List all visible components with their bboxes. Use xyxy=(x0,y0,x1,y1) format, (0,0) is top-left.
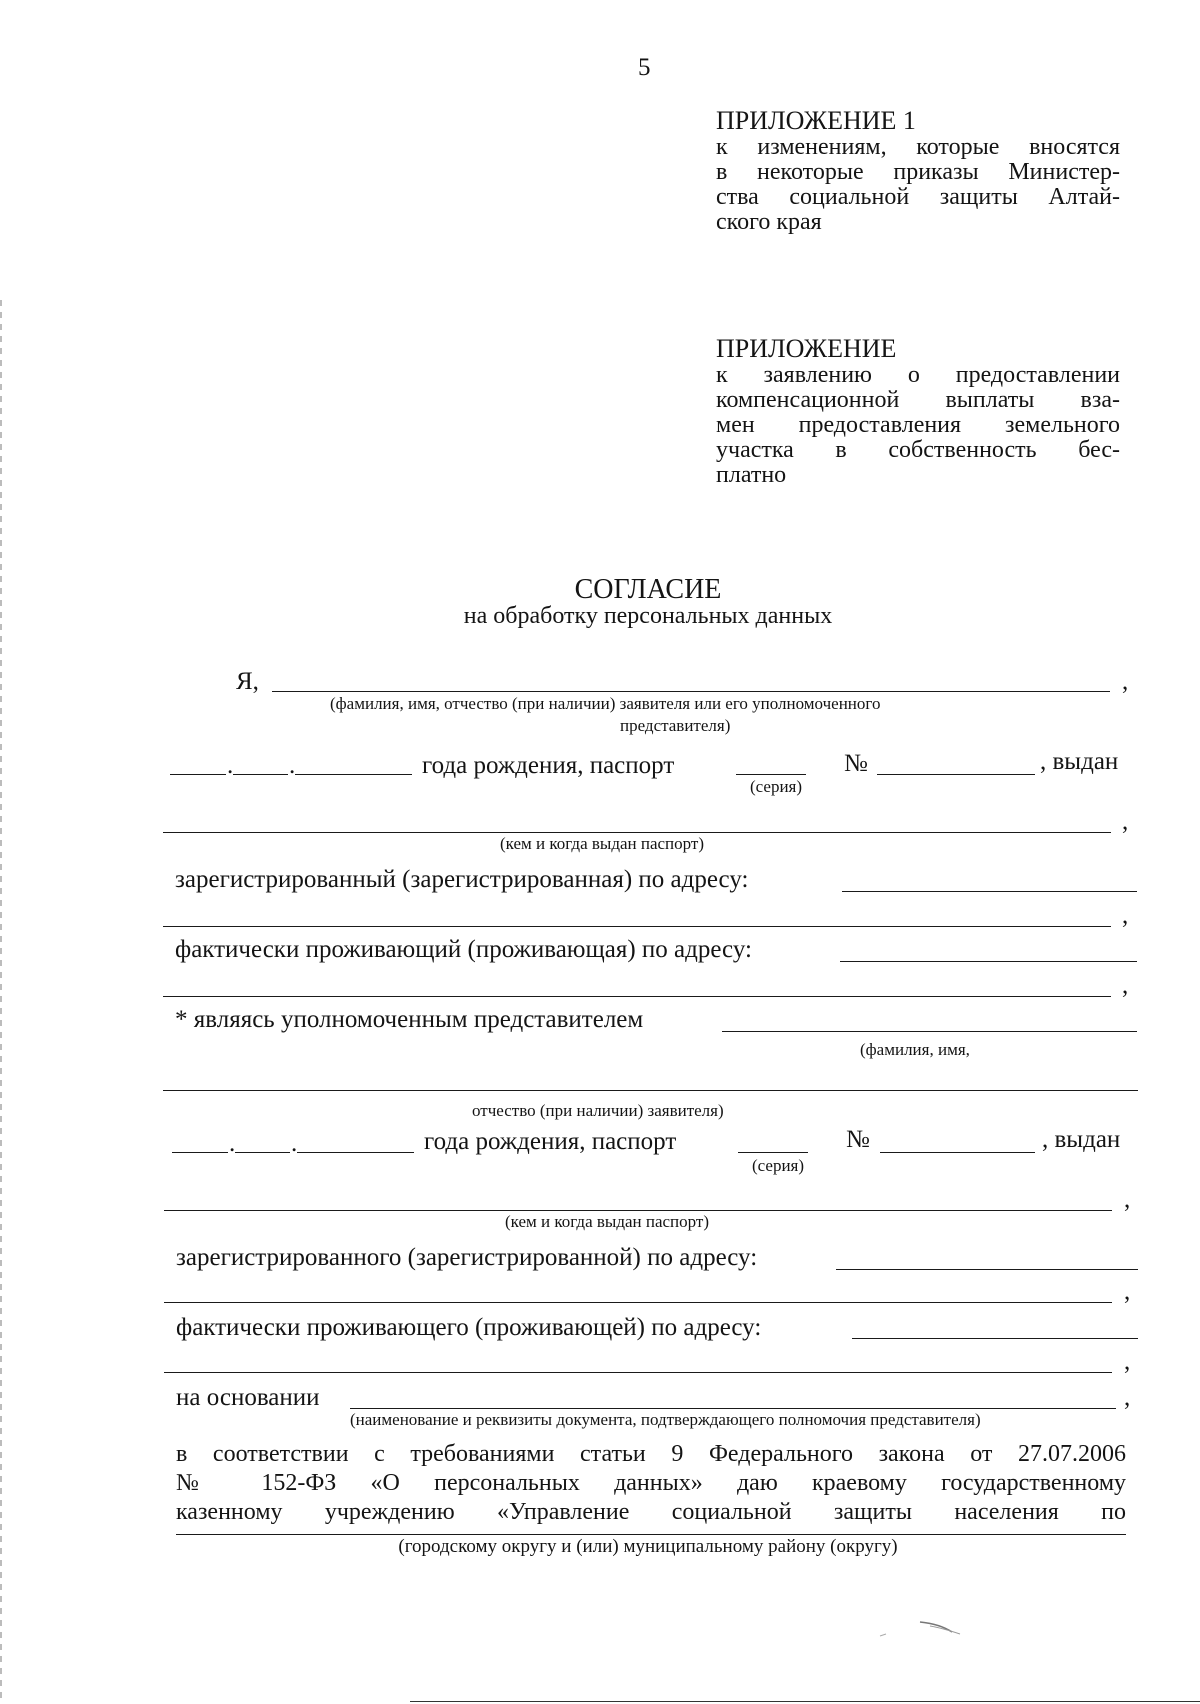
registered-address-field-2[interactable] xyxy=(163,926,1111,927)
basis-document-field[interactable] xyxy=(350,1408,1116,1409)
birth-passport-label-2: года рождения, паспорт xyxy=(424,1128,677,1155)
page-number: 5 xyxy=(638,54,651,81)
residing-address-field-3[interactable] xyxy=(852,1338,1138,1339)
birth-day-field[interactable] xyxy=(170,774,226,775)
issued-label: , выдан xyxy=(1042,1126,1121,1153)
passport-issued-by-field-2[interactable] xyxy=(164,1210,1112,1211)
i-label: Я, xyxy=(236,668,259,695)
appendix-2-line: участка в собственность бес- xyxy=(716,437,1120,463)
hint-fio: отчество (при наличии) заявителя) xyxy=(472,1101,724,1120)
registered-label-2: зарегистрированного (зарегистрированной) по адресу: xyxy=(176,1244,758,1271)
passport-number-field[interactable] xyxy=(877,774,1035,775)
appendix-1-line: к изменениям, которые вносятся xyxy=(716,134,1120,160)
appendix-1-block xyxy=(716,108,1120,235)
appendix-2-block xyxy=(716,336,1120,488)
appendix-2-line: компенсационной выплаты вза- xyxy=(716,387,1120,413)
consent-body xyxy=(176,1440,1126,1527)
hint-issued-by: (кем и когда выдан паспорт) xyxy=(500,834,705,853)
document-title: СОГЛАСИЕ xyxy=(574,574,722,605)
hint-basis: (наименование и реквизиты документа, подтверждающего полномочия представителя) xyxy=(350,1410,981,1429)
date-dot: . xyxy=(227,752,234,779)
residing-address-field-4[interactable] xyxy=(164,1372,1112,1373)
appendix-2-line: к заявлению о предоставлении xyxy=(716,362,1120,388)
registered-address-field-3[interactable] xyxy=(836,1269,1138,1270)
registered-address-field-4[interactable] xyxy=(164,1302,1112,1303)
date-dot: . xyxy=(289,752,296,779)
hint-fio-applicant: представителя) xyxy=(620,716,731,735)
registered-label: зарегистрированный (зарегистрированная) по адресу: xyxy=(175,866,749,893)
birth-month-field[interactable] xyxy=(233,774,288,775)
representative-name-field[interactable] xyxy=(722,1031,1137,1032)
residing-label-2: фактически проживающего (проживающей) по адресу: xyxy=(176,1314,762,1341)
date-dot: . xyxy=(229,1130,236,1157)
passport-series-field-2[interactable] xyxy=(738,1152,808,1153)
appendix-1-heading: ПРИЛОЖЕНИЕ 1 xyxy=(716,106,916,135)
basis-label: на основании xyxy=(176,1384,320,1411)
birth-day-field-2[interactable] xyxy=(172,1152,228,1153)
comma: , xyxy=(1122,902,1129,929)
comma: , xyxy=(1122,972,1129,999)
representative-name-field-2[interactable] xyxy=(163,1090,1138,1091)
birth-passport-label: года рождения, паспорт xyxy=(422,752,675,779)
issued-label: , выдан xyxy=(1040,748,1119,775)
body-line: № 152-ФЗ «О персональных данных» даю краевому государственному xyxy=(176,1470,1126,1496)
hint-fio-applicant: (фамилия, имя, отчество (при наличии) заявителя или его уполномоченного xyxy=(330,694,881,713)
residing-address-field-2[interactable] xyxy=(163,996,1111,997)
passport-issued-by-field[interactable] xyxy=(163,832,1111,833)
comma: , xyxy=(1124,1186,1131,1213)
birth-year-field-2[interactable] xyxy=(297,1152,414,1153)
district-field[interactable] xyxy=(176,1534,1126,1535)
body-line: в соответствии с требованиями статьи 9 Федерального закона от 27.07.2006 xyxy=(176,1441,1126,1467)
passport-number-field-2[interactable] xyxy=(880,1152,1035,1153)
appendix-1-line: в некоторые приказы Министер- xyxy=(716,159,1120,185)
comma: , xyxy=(1122,668,1129,695)
comma: , xyxy=(1122,808,1129,835)
hint-issued-by: (кем и когда выдан паспорт) xyxy=(505,1212,710,1231)
appendix-1-line: ского края xyxy=(716,209,822,235)
birth-year-field[interactable] xyxy=(295,774,412,775)
residing-label: фактически проживающий (проживающая) по адресу: xyxy=(175,936,752,963)
number-sign: № xyxy=(844,750,868,777)
registered-address-field[interactable] xyxy=(842,891,1137,892)
number-sign: № xyxy=(846,1126,870,1153)
appendix-2-line: мен предоставления земельного xyxy=(716,412,1120,438)
hint-fio: (фамилия, имя, xyxy=(860,1040,970,1059)
scan-edge-artifact xyxy=(0,300,2,1700)
appendix-1-line: ства социальной защиты Алтай- xyxy=(716,184,1120,210)
hint-series: (серия) xyxy=(752,1156,805,1175)
comma: , xyxy=(1124,1278,1131,1305)
hint-series: (серия) xyxy=(750,777,803,796)
body-line: казенному учреждению «Управление социальной защиты населения по xyxy=(176,1499,1126,1525)
scan-bottom-edge xyxy=(410,1701,1200,1702)
comma: , xyxy=(1124,1384,1131,1411)
date-dot: . xyxy=(291,1130,298,1157)
document-subtitle: на обработку персональных данных xyxy=(463,603,833,629)
applicant-name-field[interactable] xyxy=(272,691,1110,692)
residing-address-field[interactable] xyxy=(840,961,1137,962)
birth-month-field-2[interactable] xyxy=(235,1152,290,1153)
appendix-2-heading: ПРИЛОЖЕНИЕ xyxy=(716,334,897,363)
appendix-2-line: платно xyxy=(716,462,787,488)
hint-district: (городскому округу и (или) муниципальному району (округу) xyxy=(398,1536,898,1557)
comma: , xyxy=(1124,1348,1131,1375)
representative-label: * являясь уполномоченным представителем xyxy=(175,1006,644,1033)
scan-smudge xyxy=(870,1614,980,1644)
passport-series-field[interactable] xyxy=(736,774,806,775)
